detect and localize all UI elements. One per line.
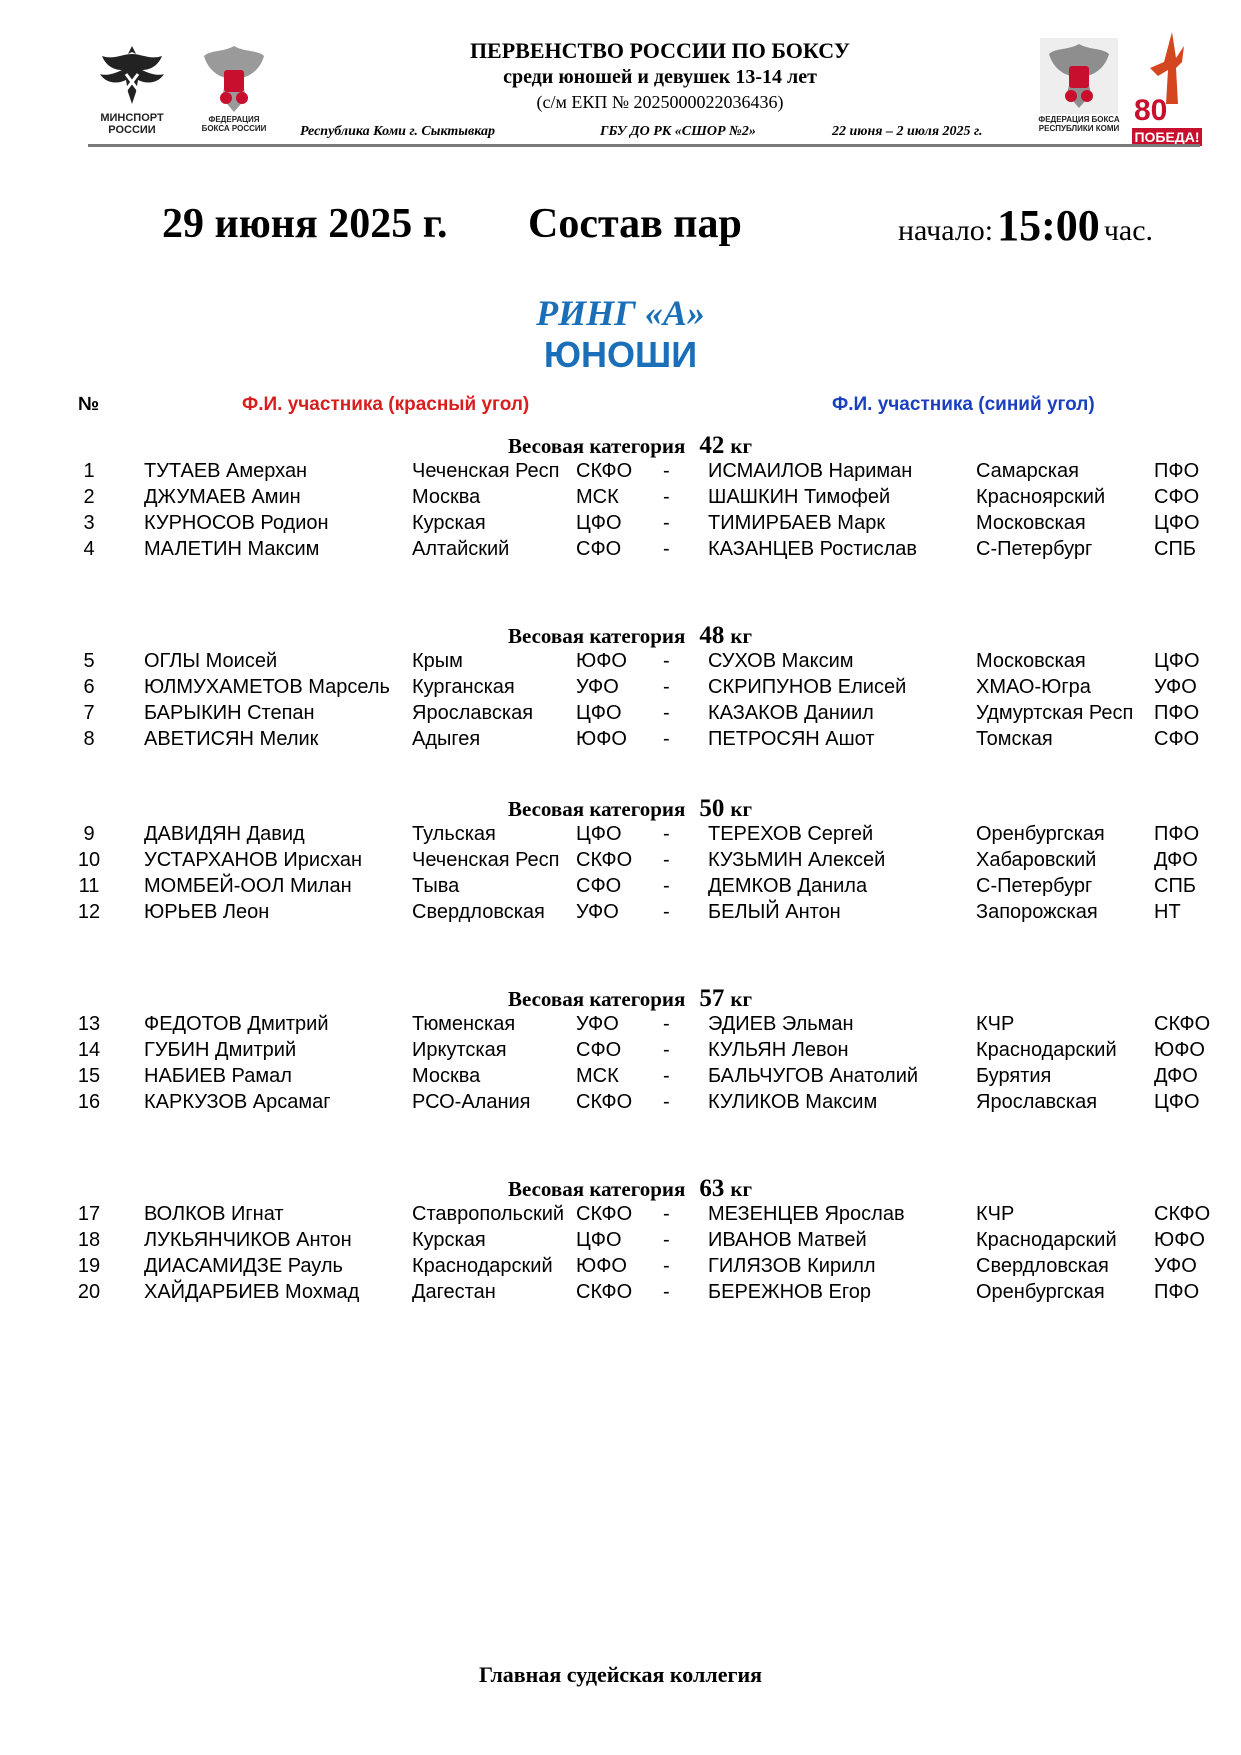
red-corner-name: ЛУКЬЯНЧИКОВ Антон — [144, 1229, 352, 1251]
komi-federation-caption: ФЕДЕРАЦИЯ БОКСА РЕСПУБЛИКИ КОМИ — [1038, 115, 1120, 133]
bout-separator: - — [663, 1229, 670, 1251]
bout-separator: - — [663, 901, 670, 923]
blue-corner-name: ПЕТРОСЯН Ашот — [708, 728, 875, 750]
red-corner-name: УСТАРХАНОВ Ирисхан — [144, 849, 363, 871]
start-label: начало: — [898, 214, 994, 247]
bout-number: 4 — [83, 538, 95, 560]
blue-corner-name: ГИЛЯЗОВ Кирилл — [708, 1255, 876, 1277]
victory-number: 80 — [1134, 94, 1168, 127]
blue-corner-district: ПФО — [1154, 823, 1200, 845]
blue-corner-name: КУЛЬЯН Левон — [708, 1039, 849, 1061]
fbr-logo — [198, 42, 270, 134]
bout-row — [0, 1255, 1241, 1281]
bout-number: 7 — [83, 702, 95, 724]
blue-corner-name: ШАШКИН Тимофей — [708, 486, 891, 508]
blue-corner-district: СКФО — [1154, 1203, 1211, 1225]
blue-corner-region: Оренбургская — [976, 823, 1105, 845]
bout-separator: - — [663, 728, 670, 750]
bout-row — [0, 823, 1241, 849]
blue-corner-district: СПБ — [1154, 875, 1196, 897]
red-corner-name: ДЖУМАЕВ Амин — [144, 486, 301, 508]
blue-corner-district: ДФО — [1154, 849, 1198, 871]
red-corner-district: ЦФО — [576, 1229, 622, 1251]
bout-number: 20 — [77, 1281, 101, 1303]
bout-row — [0, 728, 1241, 754]
weight-category-unit: кг — [730, 434, 752, 458]
weight-category-heading — [0, 1175, 1241, 1203]
start-unit: час. — [1103, 214, 1154, 247]
weight-category-value: 57 — [699, 985, 725, 1012]
bout-number: 9 — [83, 823, 95, 845]
blue-corner-name: МЕЗЕНЦЕВ Ярослав — [708, 1203, 905, 1225]
blue-corner-name: ДЕМКОВ Данила — [708, 875, 868, 897]
red-corner-name: ВОЛКОВ Игнат — [144, 1203, 284, 1225]
red-corner-name: КАРКУЗОВ Арсамаг — [144, 1091, 331, 1113]
double-eagle-icon — [92, 40, 172, 112]
red-corner-district: МСК — [576, 1065, 619, 1087]
red-corner-district: СКФО — [576, 849, 633, 871]
minsport-logo — [92, 40, 172, 136]
bout-row — [0, 512, 1241, 538]
blue-corner-name: БЕЛЫЙ Антон — [708, 901, 841, 923]
blue-corner-district: УФО — [1154, 1255, 1197, 1277]
weight-category-label: Весовая категория — [507, 987, 686, 1011]
blue-corner-district: СПБ — [1154, 538, 1196, 560]
blue-corner-name: БАЛЬЧУГОВ Анатолий — [708, 1065, 919, 1087]
bout-separator: - — [663, 875, 670, 897]
blue-corner-name: ТИМИРБАЕВ Марк — [708, 512, 886, 534]
red-corner-district: УФО — [576, 901, 619, 923]
bout-number: 12 — [77, 901, 101, 923]
championship-subtitle: среди юношей и девушек 13-14 лет — [503, 66, 817, 88]
blue-corner-name: ИВАНОВ Матвей — [708, 1229, 867, 1251]
fbr-caption: ФЕДЕРАЦИЯ БОКСА РОССИИ — [201, 115, 267, 133]
bout-separator: - — [663, 1065, 670, 1087]
weight-category-heading — [0, 622, 1241, 650]
bout-separator: - — [663, 1255, 670, 1277]
bout-row — [0, 1039, 1241, 1065]
blue-corner-region: Московская — [976, 650, 1086, 672]
bout-row — [0, 676, 1241, 702]
red-corner-region: Краснодарский — [412, 1255, 553, 1277]
red-corner-region: Тюменская — [412, 1013, 516, 1035]
bout-row — [0, 650, 1241, 676]
komi-emblem-icon — [1038, 36, 1120, 116]
weight-category-value: 50 — [699, 795, 725, 822]
blue-corner-region: ХМАО-Югра — [976, 676, 1091, 698]
red-corner-name: МОМБЕЙ-ООЛ Милан — [144, 875, 352, 897]
weight-category-unit: кг — [730, 1177, 752, 1201]
event-location: Республика Коми г. Сыктывкар — [300, 124, 496, 139]
bout-number: 19 — [77, 1255, 101, 1277]
bout-row — [0, 1065, 1241, 1091]
bout-separator: - — [663, 849, 670, 871]
blue-corner-district: ЮФО — [1154, 1039, 1205, 1061]
weight-category-heading — [0, 432, 1241, 460]
red-corner-region: Крым — [412, 650, 463, 672]
column-red-corner-header: Ф.И. участника (красный угол) — [242, 394, 530, 415]
blue-corner-name: БЕРЕЖНОВ Егор — [708, 1281, 871, 1303]
red-corner-name: ЮЛМУХАМЕТОВ Марсель — [144, 676, 390, 698]
bout-number: 17 — [77, 1203, 101, 1225]
blue-corner-district: ПФО — [1154, 702, 1200, 724]
blue-corner-region: Красноярский — [976, 486, 1106, 508]
red-corner-region: Москва — [412, 1065, 481, 1087]
bout-number: 3 — [83, 512, 95, 534]
red-corner-name: ОГЛЫ Моисей — [144, 650, 278, 672]
komi-federation-logo — [1038, 36, 1120, 134]
weight-category-label: Весовая категория — [507, 434, 686, 458]
blue-corner-region: Самарская — [976, 460, 1079, 482]
bout-number: 18 — [77, 1229, 101, 1251]
ring-name: РИНГ «А» — [536, 293, 705, 333]
red-corner-region: Алтайский — [412, 538, 510, 560]
red-corner-name: АВЕТИСЯН Мелик — [144, 728, 319, 750]
red-corner-region: Москва — [412, 486, 481, 508]
bout-number: 6 — [83, 676, 95, 698]
bout-number: 1 — [83, 460, 95, 482]
bout-separator: - — [663, 650, 670, 672]
bout-date: 29 июня 2025 г. — [162, 201, 448, 247]
age-group: ЮНОШИ — [543, 334, 698, 375]
blue-corner-region: С-Петербург — [976, 538, 1093, 560]
red-corner-district: СФО — [576, 538, 622, 560]
bout-row — [0, 1229, 1241, 1255]
red-corner-region: Дагестан — [412, 1281, 496, 1303]
red-corner-region: Иркутская — [412, 1039, 507, 1061]
bout-number: 14 — [77, 1039, 101, 1061]
red-corner-region: Курская — [412, 1229, 486, 1251]
red-corner-name: ДАВИДЯН Давид — [144, 823, 305, 845]
blue-corner-region: Удмуртская Респ — [976, 702, 1134, 724]
bout-row — [0, 486, 1241, 512]
red-corner-name: ДИАСАМИДЗЕ Рауль — [144, 1255, 343, 1277]
red-corner-region: Свердловская — [412, 901, 545, 923]
blue-corner-district: ЮФО — [1154, 1229, 1205, 1251]
blue-corner-district: СФО — [1154, 728, 1200, 750]
blue-corner-district: ПФО — [1154, 460, 1200, 482]
blue-corner-region: Краснодарский — [976, 1229, 1117, 1251]
red-corner-name: ГУБИН Дмитрий — [144, 1039, 297, 1061]
blue-corner-region: Московская — [976, 512, 1086, 534]
red-corner-district: СКФО — [576, 1091, 633, 1113]
red-corner-region: Тульская — [412, 823, 496, 845]
page-title: Состав пар — [528, 201, 742, 247]
red-corner-district: УФО — [576, 1013, 619, 1035]
blue-corner-district: ДФО — [1154, 1065, 1198, 1087]
weight-category-unit: кг — [730, 797, 752, 821]
blue-corner-region: Краснодарский — [976, 1039, 1117, 1061]
column-blue-corner-header: Ф.И. участника (синий угол) — [832, 394, 1095, 415]
blue-corner-district: ЦФО — [1154, 650, 1200, 672]
red-corner-district: УФО — [576, 676, 619, 698]
red-corner-region: Ярославская — [412, 702, 534, 724]
red-corner-district: ЮФО — [576, 650, 627, 672]
bout-separator: - — [663, 823, 670, 845]
red-corner-name: БАРЫКИН Степан — [144, 702, 315, 724]
bout-number: 2 — [83, 486, 95, 508]
column-number-header: № — [78, 394, 100, 415]
weight-category-unit: кг — [730, 624, 752, 648]
red-corner-name: КУРНОСОВ Родион — [144, 512, 329, 534]
ekp-number: (с/м ЕКП № 2025000022036436) — [536, 92, 784, 112]
blue-corner-district: ПФО — [1154, 1281, 1200, 1303]
bout-separator: - — [663, 702, 670, 724]
blue-corner-district: ЦФО — [1154, 1091, 1200, 1113]
bout-separator: - — [663, 460, 670, 482]
blue-corner-district: НТ — [1154, 901, 1181, 923]
red-corner-name: ЮРЬЕВ Леон — [144, 901, 270, 923]
red-corner-district: МСК — [576, 486, 619, 508]
blue-corner-region: Запорожская — [976, 901, 1098, 923]
bout-number: 15 — [77, 1065, 101, 1087]
red-corner-name: МАЛЕТИН Максим — [144, 538, 320, 560]
red-corner-name: ТУТАЕВ Амерхан — [144, 460, 308, 482]
blue-corner-region: Бурятия — [976, 1065, 1052, 1087]
bout-number: 13 — [77, 1013, 101, 1035]
bout-row — [0, 1091, 1241, 1117]
blue-corner-region: Томская — [976, 728, 1053, 750]
weight-category-heading — [0, 795, 1241, 823]
blue-corner-district: УФО — [1154, 676, 1197, 698]
blue-corner-name: КАЗАНЦЕВ Ростислав — [708, 538, 917, 560]
blue-corner-region: С-Петербург — [976, 875, 1093, 897]
event-dates: 22 июня – 2 июля 2025 г. — [832, 124, 983, 139]
red-corner-region: РСО-Алания — [412, 1091, 531, 1113]
red-corner-name: ХАЙДАРБИЕВ Мохмад — [144, 1281, 360, 1303]
blue-corner-name: КУЛИКОВ Максим — [708, 1091, 878, 1113]
red-corner-region: Адыгея — [412, 728, 481, 750]
red-corner-name: ФЕДОТОВ Дмитрий — [144, 1013, 329, 1035]
start-time-value: 15:00 — [997, 201, 1100, 250]
bout-row — [0, 538, 1241, 564]
bout-separator: - — [663, 538, 670, 560]
start-time — [898, 200, 1153, 251]
weight-category-unit: кг — [730, 987, 752, 1011]
blue-corner-district: СКФО — [1154, 1013, 1211, 1035]
weight-category-label: Весовая категория — [507, 797, 686, 821]
bout-separator: - — [663, 1091, 670, 1113]
red-corner-district: СФО — [576, 875, 622, 897]
blue-corner-name: ЭДИЕВ Эльман — [708, 1013, 854, 1035]
bout-row — [0, 702, 1241, 728]
minsport-caption: МИНСПОРТ РОССИИ — [100, 112, 164, 137]
bout-separator: - — [663, 676, 670, 698]
bout-separator: - — [663, 1039, 670, 1061]
bout-separator: - — [663, 1203, 670, 1225]
championship-title: ПЕРВЕНСТВО РОССИИ ПО БОКСУ — [469, 38, 851, 63]
blue-corner-region: Хабаровский — [976, 849, 1097, 871]
blue-corner-region: Оренбургская — [976, 1281, 1105, 1303]
red-corner-region: Курганская — [412, 676, 515, 698]
weight-category-label: Весовая категория — [507, 1177, 686, 1201]
bout-row — [0, 849, 1241, 875]
blue-corner-district: ЦФО — [1154, 512, 1200, 534]
chief-judges-signature: Главная судейская коллегия — [478, 1662, 763, 1687]
red-corner-district: ЦФО — [576, 823, 622, 845]
bout-row — [0, 460, 1241, 486]
bout-row — [0, 901, 1241, 927]
red-corner-district: ЦФО — [576, 512, 622, 534]
red-corner-district: СКФО — [576, 460, 633, 482]
weight-category-heading — [0, 985, 1241, 1013]
red-corner-district: СКФО — [576, 1281, 633, 1303]
bout-separator: - — [663, 486, 670, 508]
blue-corner-region: Свердловская — [976, 1255, 1109, 1277]
weight-category-value: 63 — [699, 1175, 725, 1202]
bout-row — [0, 875, 1241, 901]
blue-corner-name: СУХОВ Максим — [708, 650, 854, 672]
blue-corner-region: Ярославская — [976, 1091, 1098, 1113]
red-corner-region: Тыва — [412, 875, 460, 897]
bout-separator: - — [663, 1013, 670, 1035]
federation-emblem-icon — [198, 42, 270, 116]
bout-row — [0, 1281, 1241, 1307]
blue-corner-name: КАЗАКОВ Даниил — [708, 702, 874, 724]
red-corner-region: Курская — [412, 512, 486, 534]
red-corner-district: СФО — [576, 1039, 622, 1061]
red-corner-region: Чеченская Респ — [412, 849, 560, 871]
blue-corner-name: ИСМАИЛОВ Нариман — [708, 460, 913, 482]
red-corner-district: ЮФО — [576, 728, 627, 750]
blue-corner-region: КЧР — [976, 1203, 1015, 1225]
blue-corner-district: СФО — [1154, 486, 1200, 508]
blue-corner-name: КУЗЬМИН Алексей — [708, 849, 886, 871]
red-corner-name: НАБИЕВ Рамал — [144, 1065, 292, 1087]
weight-category-value: 42 — [699, 432, 725, 459]
red-corner-region: Чеченская Респ — [412, 460, 560, 482]
red-corner-district: ЮФО — [576, 1255, 627, 1277]
bout-number: 11 — [78, 875, 100, 897]
bout-number: 16 — [77, 1091, 101, 1113]
blue-corner-name: ТЕРЕХОВ Сергей — [708, 823, 874, 845]
victory-banner: ПОБЕДА! — [1132, 128, 1202, 146]
bout-separator: - — [663, 512, 670, 534]
bout-separator: - — [663, 1281, 670, 1303]
bout-number: 10 — [77, 849, 101, 871]
victory-80-logo — [1132, 28, 1202, 146]
bout-number: 5 — [83, 650, 95, 672]
bout-row — [0, 1203, 1241, 1229]
red-corner-district: ЦФО — [576, 702, 622, 724]
weight-category-label: Весовая категория — [507, 624, 686, 648]
bout-number: 8 — [83, 728, 95, 750]
blue-corner-region: КЧР — [976, 1013, 1015, 1035]
red-corner-region: Ставропольский — [412, 1203, 565, 1225]
blue-corner-name: СКРИПУНОВ Елисей — [708, 676, 907, 698]
header-divider — [88, 144, 1200, 147]
weight-category-value: 48 — [699, 622, 725, 649]
event-venue: ГБУ ДО РК «СШОР №2» — [600, 124, 756, 139]
red-corner-district: СКФО — [576, 1203, 633, 1225]
bout-row — [0, 1013, 1241, 1039]
